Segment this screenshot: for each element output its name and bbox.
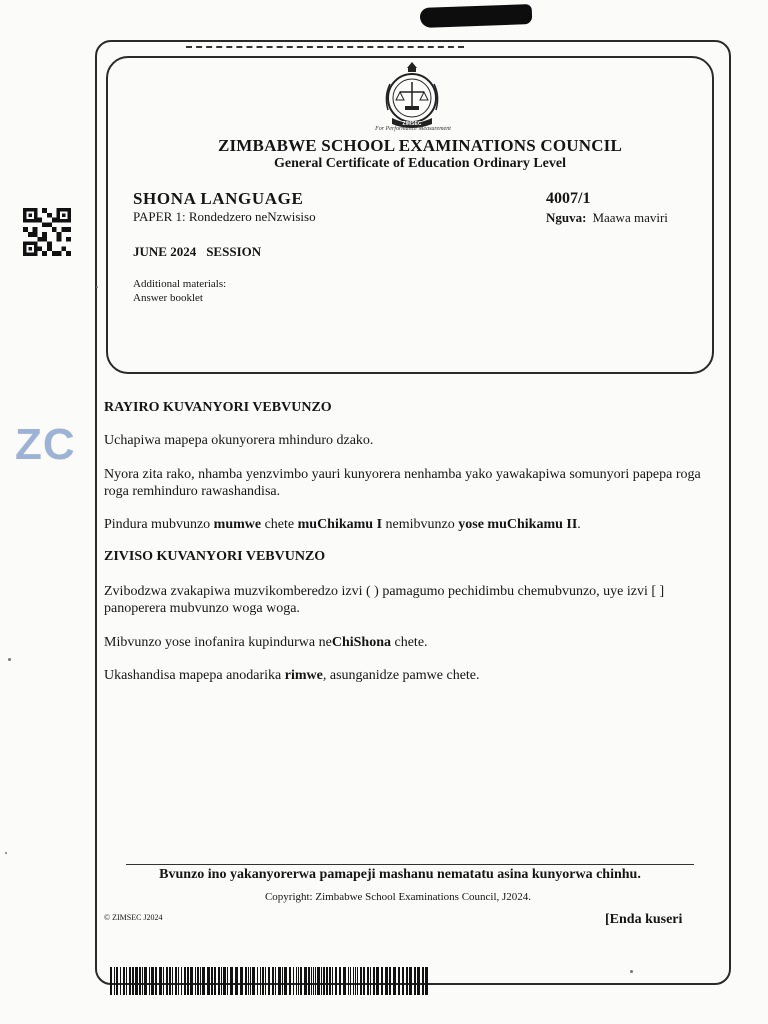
info-paragraph [104, 634, 704, 651]
barcode-bar [144, 967, 147, 995]
barcode-bar [317, 967, 320, 995]
barcode-bar [265, 967, 266, 995]
barcode-bar [414, 967, 416, 995]
barcode-bar [332, 967, 333, 995]
instruction-paragraph: Uchapiwa mapepa okunyorera mhinduro dzako. [104, 433, 374, 448]
barcode-bar [142, 967, 143, 995]
barcode-bar [329, 967, 331, 995]
text-run: Pindura mubvunzo [104, 517, 214, 532]
barcode-bar [323, 967, 325, 995]
info-heading: ZIVISO KUVANYORI VEBVUNZO [104, 549, 326, 564]
barcode-bar [370, 967, 371, 995]
text-run-bold: muChikamu I [297, 517, 383, 532]
barcode-bar [227, 967, 228, 995]
barcode-bar [296, 967, 297, 995]
turn-over-note: [Enda kuseri [605, 912, 683, 927]
barcode-bar [402, 967, 404, 995]
barcode-bar [190, 967, 193, 995]
barcode-bar [311, 967, 312, 995]
zimsec-code: © ZIMSEC J2024 [104, 913, 163, 922]
additional-materials [133, 277, 226, 305]
text-run: , asunganidze pamwe chete. [322, 668, 480, 683]
barcode-bar [360, 967, 362, 995]
barcode-bar [120, 967, 121, 995]
duration-value: Maawa maviri [592, 210, 668, 225]
barcode-bar [313, 967, 314, 995]
barcode-bar [163, 967, 164, 995]
barcode-bar [184, 967, 186, 995]
scan-speck [8, 658, 11, 661]
barcode-bar [114, 967, 115, 995]
barcode-bar [278, 967, 281, 995]
info-paragraph [104, 667, 704, 684]
barcode-bar [298, 967, 299, 995]
barcode-bar [155, 967, 157, 995]
barcode-bar [214, 967, 216, 995]
barcode-bar [223, 967, 226, 995]
barcode-bar [178, 967, 179, 995]
barcode-bar [422, 967, 424, 995]
text-run-bold: yose muChikamu II [458, 517, 578, 532]
session-date: JUNE 2024 [133, 244, 197, 259]
subject-title: SHONA LANGUAGE [133, 189, 304, 208]
pages-note: Bvunzo ino yakanyorerwa pamapeji mashanu nematatu asina kunyorwa chinhu. [159, 867, 641, 882]
barcode-bar [197, 967, 199, 995]
barcode-bar [398, 967, 400, 995]
svg-text:ZIMSEC: ZIMSEC [402, 121, 422, 127]
barcode-bar [132, 967, 134, 995]
barcode-bar [202, 967, 205, 995]
barcode-bar [110, 967, 112, 995]
barcode-bar [262, 967, 264, 995]
barcode-bar [218, 967, 220, 995]
barcode-bar [200, 967, 201, 995]
barcode-bar [376, 967, 379, 995]
exam-session [133, 244, 261, 260]
barcode-bar [187, 967, 189, 995]
footer-rule [126, 864, 694, 865]
barcode-bar [169, 967, 171, 995]
barcode-bar [389, 967, 391, 995]
duration-label: Nguva: [546, 210, 587, 225]
barcode-bar [207, 967, 210, 995]
barcode-bar [245, 967, 247, 995]
barcode-bar [260, 967, 261, 995]
barcode-bar [381, 967, 383, 995]
text-run: Ukashandisa mapepa anodarika [104, 668, 285, 683]
barcode-bar [172, 967, 173, 995]
text-run-bold: ChiShona [331, 635, 391, 650]
seal-motto: For Performance Measurement [375, 126, 451, 132]
scan-speck [5, 852, 7, 854]
materials-item: Answer booklet [133, 292, 203, 304]
instruction-paragraph [104, 516, 704, 533]
barcode-bar [159, 967, 162, 995]
barcode-bar [151, 967, 154, 995]
barcode-bar [240, 967, 243, 995]
barcode-bar [230, 967, 233, 995]
barcode-bar [175, 967, 177, 995]
barcode-icon [110, 967, 428, 995]
council-title: ZIMBABWE SCHOOL EXAMINATIONS COUNCIL [217, 136, 623, 155]
certificate-level: General Certificate of Education Ordinary Level [274, 156, 566, 171]
barcode-bar [235, 967, 238, 995]
barcode-bar [321, 967, 322, 995]
paper-code: 4007/1 [546, 190, 591, 207]
barcode-bar [353, 967, 354, 995]
text-run: . [577, 517, 581, 532]
scan-speck [630, 970, 633, 973]
barcode-bar [355, 967, 356, 995]
barcode-bar [195, 967, 196, 995]
redaction-mark [420, 4, 533, 28]
barcode-bar [304, 967, 307, 995]
barcode-bar [300, 967, 302, 995]
barcode-bar [315, 967, 316, 995]
barcode-bar [284, 967, 287, 995]
text-run: chete. [391, 635, 428, 650]
materials-label: Additional materials: [133, 278, 227, 290]
barcode-bar [272, 967, 274, 995]
scan-speck [96, 286, 98, 288]
barcode-bar [363, 967, 365, 995]
barcode-bar [149, 967, 150, 995]
text-run: chete [261, 517, 298, 532]
barcode-bar [250, 967, 251, 995]
barcode-bar [339, 967, 341, 995]
barcode-bar [308, 967, 310, 995]
barcode-bar [248, 967, 249, 995]
qr-code-icon [22, 208, 72, 256]
barcode-bar [282, 967, 283, 995]
copyright-notice: Copyright: Zimbabwe School Examinations Council, J2024. [264, 891, 532, 903]
instructions-heading: RAYIRO KUVANYORI VEBVUNZO [104, 400, 332, 415]
paper-title: PAPER 1: Rondedzero neNzwisiso [133, 209, 316, 224]
text-run-bold: mumwe [213, 517, 262, 532]
instruction-paragraph: Nyora zita rako, nhamba yenzvimbo yauri kunyorera nenhamba yako yawakapiwa somunyori papepa roga roga remhinduro rawashandisa. [104, 467, 701, 499]
barcode-bar [257, 967, 258, 995]
barcode-bar [373, 967, 375, 995]
barcode-bar [139, 967, 141, 995]
barcode-bar [350, 967, 351, 995]
barcode-bar [425, 967, 428, 995]
barcode-bar [211, 967, 213, 995]
barcode-bar [166, 967, 168, 995]
barcode-bar [268, 967, 270, 995]
barcode-bar [326, 967, 328, 995]
barcode-bar [135, 967, 138, 995]
barcode-bar [293, 967, 294, 995]
barcode-bar [417, 967, 420, 995]
barcode-bar [123, 967, 125, 995]
barcode-bar [252, 967, 255, 995]
barcode-bar [409, 967, 412, 995]
barcode-bar [393, 967, 396, 995]
duration [546, 210, 668, 226]
text-run: nemibvunzo [382, 517, 459, 532]
info-paragraph: Zvibodzwa zvakapiwa muzvikomberedzo izvi ( ) pamagumo pechidimbu chemubvunzo, uye izvi [ ] panoperera mubvunzo woga woga. [104, 584, 665, 616]
text-run: Mibvunzo yose inofanira kupindurwa ne [104, 635, 332, 650]
barcode-bar [367, 967, 369, 995]
barcode-bar [116, 967, 118, 995]
barcode-bar [181, 967, 182, 995]
barcode-bar [357, 967, 358, 995]
barcode-bar [289, 967, 291, 995]
margin-watermark: ZC [15, 420, 76, 469]
barcode-bar [343, 967, 346, 995]
text-run-bold: rimwe [284, 668, 323, 683]
session-label: SESSION [206, 244, 262, 259]
barcode-bar [129, 967, 131, 995]
barcode-bar [275, 967, 276, 995]
barcode-bar [335, 967, 337, 995]
barcode-bar [406, 967, 408, 995]
barcode-bar [348, 967, 349, 995]
barcode-bar [126, 967, 127, 995]
barcode-bar [385, 967, 388, 995]
barcode-bar [221, 967, 222, 995]
